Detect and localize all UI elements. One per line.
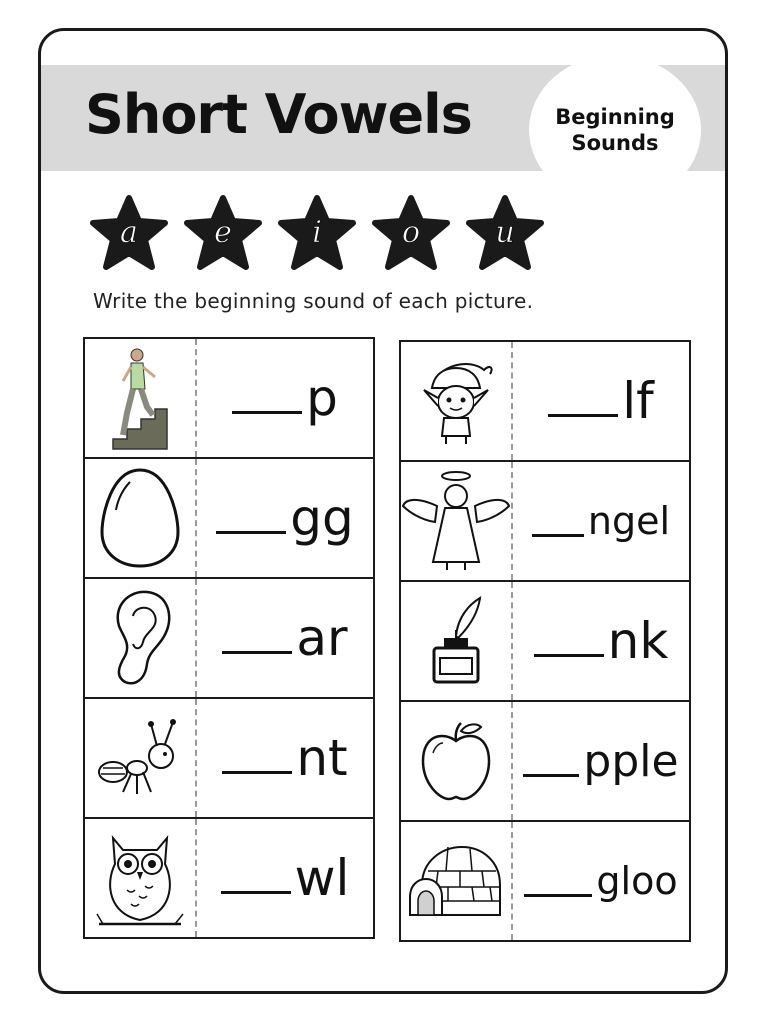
answer-blank[interactable]: [524, 894, 592, 897]
word-cell[interactable]: [513, 342, 689, 460]
stairs-climber-icon: [105, 343, 175, 453]
answer-blank[interactable]: [523, 774, 579, 777]
answer-blank[interactable]: [222, 771, 292, 774]
word-card: [399, 460, 691, 582]
word-cell[interactable]: [197, 819, 373, 937]
word-ending: nk: [607, 612, 669, 670]
picture-cell: [401, 582, 513, 700]
word-cell[interactable]: [513, 582, 689, 700]
badge-line-2: Sounds: [571, 131, 659, 155]
vowel-star-e: [183, 195, 263, 271]
word-ending: lf: [622, 372, 654, 430]
owl-icon: [95, 824, 185, 932]
vowel-letter: i: [312, 215, 322, 250]
word-card: [83, 577, 375, 699]
answer-blank[interactable]: [548, 414, 618, 417]
word-card: [399, 580, 691, 702]
word-card: [83, 817, 375, 939]
word-cell[interactable]: [513, 822, 689, 940]
word-card: [83, 697, 375, 819]
word-ending: gg: [290, 489, 354, 547]
word-cell[interactable]: [197, 339, 373, 457]
vowel-star-i: [277, 195, 357, 271]
word-cell[interactable]: [197, 699, 373, 817]
subtitle-badge: [529, 55, 701, 205]
vowel-star-o: [371, 195, 451, 271]
word-ending: gloo: [596, 859, 678, 903]
picture-cell: [85, 819, 197, 937]
vowel-letter: a: [120, 215, 138, 250]
answer-blank[interactable]: [216, 531, 286, 534]
answer-blank[interactable]: [222, 651, 292, 654]
word-card: [83, 337, 375, 459]
badge-line-1: Beginning: [555, 105, 675, 129]
word-ending: ar: [296, 609, 348, 667]
word-card: [83, 457, 375, 579]
word-ending: nt: [296, 729, 348, 787]
answer-blank[interactable]: [532, 534, 584, 537]
picture-cell: [85, 459, 197, 577]
vowel-letter: u: [495, 215, 515, 250]
word-ending: p: [306, 369, 338, 427]
left-word-column: [83, 339, 375, 939]
igloo-icon: [408, 841, 504, 921]
right-word-column: [399, 342, 691, 942]
word-cell[interactable]: [513, 462, 689, 580]
egg-icon: [98, 466, 182, 570]
vowel-star-a: [89, 195, 169, 271]
answer-blank[interactable]: [232, 411, 302, 414]
worksheet: [38, 28, 728, 994]
apple-icon: [419, 719, 493, 803]
word-ending: pple: [583, 735, 679, 787]
vowel-letter: o: [401, 215, 421, 250]
word-card: [399, 820, 691, 942]
page-title: Short Vowels: [85, 83, 472, 146]
word-ending: ngel: [587, 499, 671, 543]
word-cell[interactable]: [197, 459, 373, 577]
word-cell[interactable]: [513, 702, 689, 820]
instruction-text: Write the beginning sound of each picture.: [93, 289, 534, 313]
word-card: [399, 340, 691, 462]
angel-icon: [401, 466, 511, 576]
vowel-star-u: [465, 195, 545, 271]
picture-cell: [401, 462, 513, 580]
elf-icon: [414, 354, 498, 448]
word-card: [399, 700, 691, 822]
picture-cell: [401, 342, 513, 460]
picture-cell: [85, 579, 197, 697]
word-cell[interactable]: [197, 579, 373, 697]
answer-blank[interactable]: [534, 654, 604, 657]
picture-cell: [85, 699, 197, 817]
vowel-letter: e: [214, 215, 232, 250]
picture-cell: [401, 702, 513, 820]
ant-icon: [95, 716, 185, 800]
answer-blank[interactable]: [221, 891, 291, 894]
ear-icon: [105, 586, 175, 690]
word-ending: wl: [294, 849, 350, 907]
vowel-stars: [89, 195, 545, 271]
picture-cell: [85, 339, 197, 457]
ink-bottle-icon: [426, 596, 486, 686]
picture-cell: [401, 822, 513, 940]
